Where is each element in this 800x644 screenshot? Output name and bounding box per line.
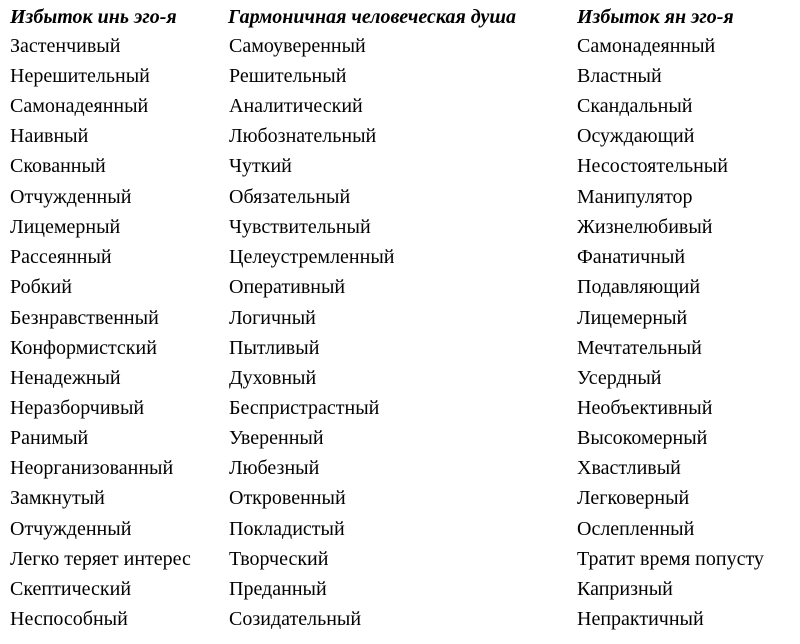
cell-yang: Фанатичный	[577, 246, 686, 268]
cell-yin: Ненадежный	[10, 367, 121, 389]
table-row	[0, 333, 800, 363]
cell-yang: Высокомерный	[577, 427, 708, 449]
cell-yin: Отчужденный	[10, 186, 132, 208]
cell-harmony: Самоуверенный	[229, 35, 366, 57]
cell-yang: Легковерный	[577, 487, 690, 509]
cell-yin: Безнравственный	[10, 307, 159, 329]
table-row	[0, 483, 800, 513]
cell-yang: Ослепленный	[577, 518, 695, 540]
table-row	[0, 182, 800, 212]
cell-harmony: Оперативный	[229, 276, 346, 298]
cell-harmony: Творческий	[229, 548, 329, 570]
cell-yang: Лицемерный	[577, 307, 688, 329]
cell-harmony: Покладистый	[229, 518, 345, 540]
cell-yang: Скандальный	[577, 95, 693, 117]
cell-yin: Конформистский	[10, 337, 157, 359]
cell-harmony: Любознательный	[229, 125, 377, 147]
cell-harmony: Аналитический	[229, 95, 363, 117]
cell-yang: Необъективный	[577, 397, 713, 419]
table-row	[0, 393, 800, 423]
cell-yin: Скованный	[10, 155, 106, 177]
cell-yin: Робкий	[10, 276, 72, 298]
cell-harmony: Откровенный	[229, 487, 346, 509]
cell-yin: Наивный	[10, 125, 89, 147]
cell-harmony: Чуткий	[229, 155, 292, 177]
cell-yang: Жизнелюбивый	[577, 216, 713, 238]
table-row	[0, 363, 800, 393]
cell-harmony: Беспристрастный	[229, 397, 380, 419]
cell-yin: Скептический	[10, 578, 132, 600]
cell-harmony: Духовный	[229, 367, 317, 389]
cell-harmony: Обязательный	[229, 186, 351, 208]
cell-harmony: Созидательный	[229, 608, 362, 630]
cell-yang: Тратит время попусту	[577, 548, 764, 570]
table-row	[0, 544, 800, 574]
table-row	[0, 242, 800, 272]
cell-yin: Неразборчивый	[10, 397, 145, 419]
header-harmonious-soul: Гармоничная человеческая душа	[228, 6, 516, 28]
cell-harmony: Пытливый	[229, 337, 320, 359]
table-row	[0, 574, 800, 604]
cell-yin: Замкнутый	[10, 487, 105, 509]
cell-harmony: Целеустремленный	[229, 246, 395, 268]
cell-yin: Самонадеянный	[10, 95, 149, 117]
cell-yin: Ранимый	[10, 427, 89, 449]
table-row	[0, 91, 800, 121]
cell-harmony: Любезный	[229, 457, 320, 479]
table-row	[0, 31, 800, 61]
cell-yang: Мечтательный	[577, 337, 702, 359]
cell-yin: Застенчивый	[10, 35, 121, 57]
table-row	[0, 303, 800, 333]
cell-yang: Капризный	[577, 578, 673, 600]
cell-yin: Нерешительный	[10, 65, 150, 87]
table-row	[0, 604, 800, 634]
table-row	[0, 61, 800, 91]
cell-yin: Легко теряет интерес	[10, 548, 191, 570]
cell-harmony: Решительный	[229, 65, 347, 87]
cell-yin: Рассеянный	[10, 246, 112, 268]
cell-yang: Хвастливый	[577, 457, 681, 479]
cell-yang: Осуждающий	[577, 125, 695, 147]
cell-harmony: Уверенный	[229, 427, 324, 449]
cell-yang: Непрактичный	[577, 608, 704, 630]
table-row	[0, 151, 800, 181]
table-row	[0, 272, 800, 302]
cell-harmony: Преданный	[229, 578, 327, 600]
header-yin-excess: Избыток инь эго-я	[10, 6, 177, 28]
cell-yang: Подавляющий	[577, 276, 701, 298]
table-row	[0, 453, 800, 483]
table-row	[0, 212, 800, 242]
cell-yin: Неспособный	[10, 608, 128, 630]
table-row	[0, 514, 800, 544]
header-yang-excess: Избыток ян эго-я	[577, 6, 734, 28]
table-header-row	[0, 2, 800, 32]
table-row	[0, 423, 800, 453]
cell-yang: Манипулятор	[577, 186, 693, 208]
cell-yang: Властный	[577, 65, 662, 87]
table-row	[0, 121, 800, 151]
cell-yang: Самонадеянный	[577, 35, 716, 57]
cell-yang: Усердный	[577, 367, 662, 389]
cell-yin: Неорганизованный	[10, 457, 174, 479]
cell-yin: Лицемерный	[10, 216, 121, 238]
cell-harmony: Чувствительный	[229, 216, 371, 238]
cell-yang: Несостоятельный	[577, 155, 728, 177]
cell-yin: Отчужденный	[10, 518, 132, 540]
cell-harmony: Логичный	[229, 307, 316, 329]
